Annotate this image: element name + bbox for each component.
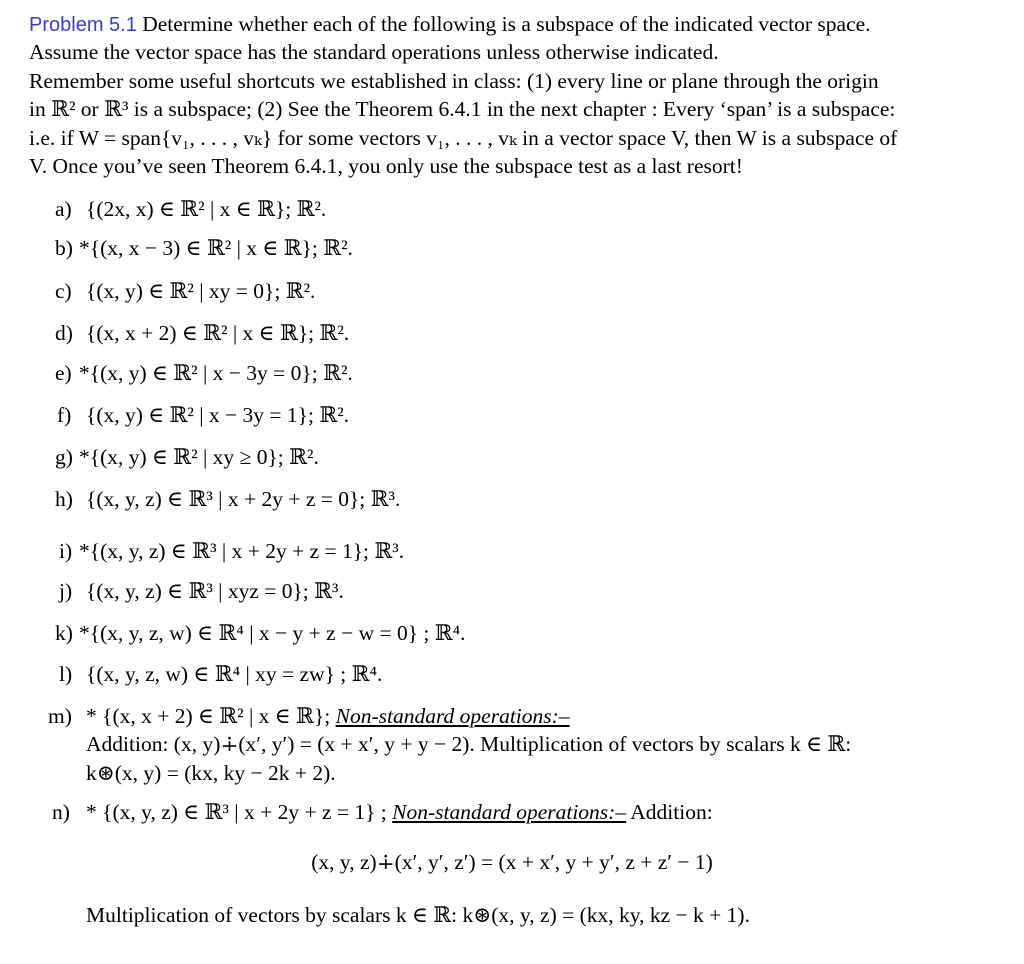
item-label: m)	[48, 704, 72, 728]
item-n-scalar: Multiplication of vectors by scalars k ∈ ℝ: k⊛(x, y, z) = (kx, ky, kz − k + 1).	[86, 903, 750, 927]
item-label: c)	[55, 279, 72, 303]
intro-line-5: i.e. if W = span{v₁, . . . , vₖ} for some vectors v₁, . . . , vₖ in a vector space V, then W is a subspace of	[29, 126, 898, 150]
intro-line-1	[29, 14, 871, 36]
item-label: d)	[55, 321, 73, 345]
item-m-scalar: k⊛(x, y) = (kx, ky − 2k + 2).	[86, 761, 336, 785]
item-math: *{(x, y, z, w) ∈ ℝ⁴ | x − y + z − w = 0} ; ℝ⁴.	[79, 621, 466, 645]
item-label: k)	[55, 621, 73, 645]
item-math: {(x, y) ∈ ℝ² | xy = 0}; ℝ².	[86, 279, 316, 303]
item-m-set: * {(x, x + 2) ∈ ℝ² | x ∈ ℝ};	[86, 704, 331, 728]
item-n-display-equation	[0, 852, 1024, 874]
item-label: f)	[57, 403, 72, 427]
item-math: *{(x, y, z) ∈ ℝ³ | x + 2y + z = 1}; ℝ³.	[79, 539, 405, 563]
item-n-set: * {(x, y, z) ∈ ℝ³ | x + 2y + z = 1} ;	[86, 800, 387, 824]
item-label: j)	[59, 579, 73, 603]
problem-label: Problem 5.1	[29, 14, 137, 36]
item-label: l)	[59, 662, 73, 686]
item-label: h)	[55, 487, 73, 511]
item-math: *{(x, y) ∈ ℝ² | x − 3y = 0}; ℝ².	[79, 361, 353, 385]
intro-line-6: V. Once you’ve seen Theorem 6.4.1, you only use the subspace test as a last resort!	[29, 154, 743, 178]
item-math: {(x, x + 2) ∈ ℝ² | x ∈ ℝ}; ℝ².	[86, 321, 350, 345]
item-math	[86, 802, 713, 824]
item-math: {(x, y) ∈ ℝ² | x − 3y = 1}; ℝ².	[86, 403, 350, 427]
display-eq-text: (x, y, z)∔(x′, y′, z′) = (x + x′, y + y′, z + z′ − 1)	[311, 850, 713, 874]
item-math: {(x, y, z) ∈ ℝ³ | xyz = 0}; ℝ³.	[86, 579, 344, 603]
intro-line-2: Assume the vector space has the standard operations unless otherwise indicated.	[29, 40, 719, 64]
item-label: b)	[55, 236, 73, 260]
item-math: {(x, y, z) ∈ ℝ³ | x + 2y + z = 0}; ℝ³.	[86, 487, 401, 511]
item-label: e)	[55, 361, 72, 385]
item-label: n)	[52, 800, 70, 824]
addition-word: Addition:	[630, 800, 713, 824]
item-math: {(2x, x) ∈ ℝ² | x ∈ ℝ}; ℝ².	[86, 197, 327, 221]
item-label: a)	[55, 197, 72, 221]
item-math: *{(x, x − 3) ∈ ℝ² | x ∈ ℝ}; ℝ².	[79, 236, 353, 260]
nonstandard-operations-label: Non-standard operations:–	[392, 800, 627, 824]
intro-line-3: Remember some useful shortcuts we established in class: (1) every line or plane through the origin	[29, 69, 879, 93]
item-label: g)	[55, 445, 73, 469]
item-math: *{(x, y) ∈ ℝ² | xy ≥ 0}; ℝ².	[79, 445, 319, 469]
item-m-addition: Addition: (x, y)∔(x′, y′) = (x + x′, y + y − 2). Multiplication of vectors by scalars k ∈ ℝ:	[86, 732, 852, 756]
intro-text-1: Determine whether each of the following is a subspace of the indicated vector space.	[142, 12, 871, 36]
item-label: i)	[59, 539, 73, 563]
intro-line-4: in ℝ² or ℝ³ is a subspace; (2) See the Theorem 6.4.1 in the next chapter : Every ‘span’ is a subspace:	[29, 97, 896, 121]
item-math: {(x, y, z, w) ∈ ℝ⁴ | xy = zw} ; ℝ⁴.	[86, 662, 383, 686]
item-math	[86, 706, 570, 728]
nonstandard-operations-label: Non-standard operations:–	[335, 704, 570, 728]
